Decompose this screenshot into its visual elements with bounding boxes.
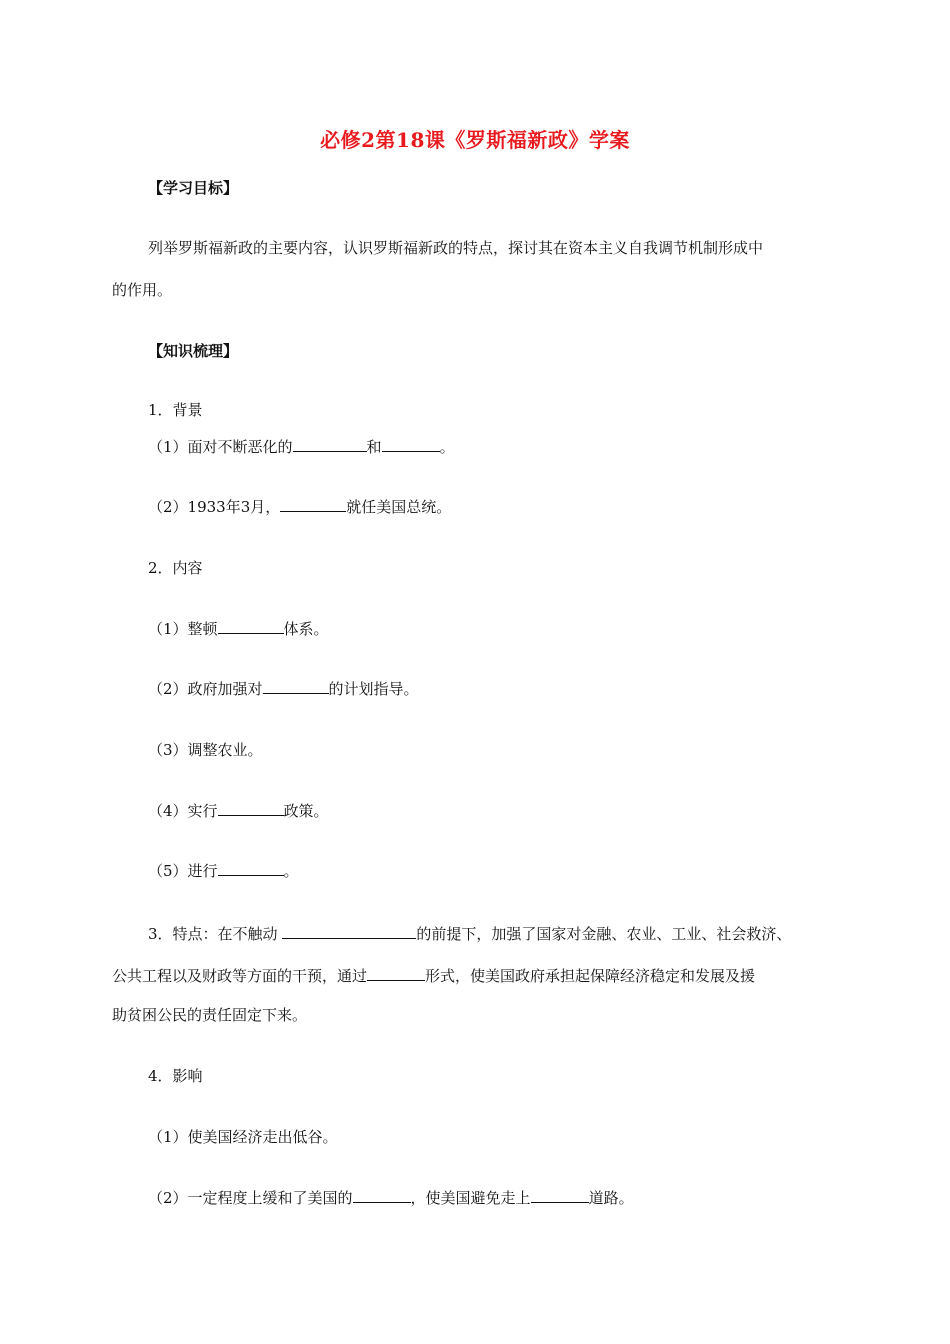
content-item-1	[148, 619, 329, 639]
impact-item-2-mid: ，使美国避免走上	[410, 1189, 531, 1207]
content-item-1-post: 体系。	[283, 620, 329, 638]
goal-heading: 【学习目标】	[148, 179, 239, 197]
content-item-4	[148, 801, 329, 821]
impact-item-1: （1）使美国经济走出低谷。	[148, 1128, 338, 1146]
background-item-2	[148, 497, 451, 517]
background-item-1	[148, 437, 455, 457]
content-item-2-pre: （2）政府加强对	[148, 680, 263, 698]
fill-blank[interactable]	[218, 619, 284, 634]
features-line-2-post: 形式，使美国政府承担起保障经济稳定和发展及援	[425, 967, 756, 985]
content-item-4-pre: （4）实行	[148, 802, 218, 820]
features-line-2-pre: 公共工程以及财政等方面的干预，通过	[112, 967, 368, 985]
fill-blank[interactable]	[282, 924, 416, 939]
content-item-2	[148, 679, 419, 699]
fill-blank[interactable]	[218, 861, 284, 876]
features-line-2	[112, 966, 755, 986]
fill-blank[interactable]	[531, 1188, 589, 1203]
content-item-4-post: 政策。	[283, 802, 329, 820]
fill-blank[interactable]	[367, 966, 425, 981]
fill-blank[interactable]	[263, 679, 329, 694]
fill-blank[interactable]	[293, 437, 367, 452]
content-item-5-post: 。	[283, 862, 299, 880]
impact-item-2-pre: （2）一定程度上缓和了美国的	[148, 1189, 353, 1207]
features-line-1	[148, 924, 791, 944]
knowledge-heading: 【知识梳理】	[148, 342, 239, 360]
document-title: 必修2第18课《罗斯福新政》学案	[320, 128, 630, 152]
content-item-3: （3）调整农业。	[148, 741, 263, 759]
content-heading: 2．内容	[148, 559, 203, 577]
fill-blank[interactable]	[218, 801, 284, 816]
content-item-2-post: 的计划指导。	[328, 680, 419, 698]
impact-item-2	[148, 1188, 634, 1208]
background-item-2-post: 就任美国总统。	[346, 498, 452, 516]
background-item-2-pre: （2）1933年3月，	[148, 498, 281, 516]
content-item-1-pre: （1）整顿	[148, 620, 218, 638]
impact-heading: 4．影响	[148, 1067, 203, 1085]
background-heading: 1．背景	[148, 401, 203, 419]
content-item-5	[148, 861, 299, 881]
fill-blank[interactable]	[382, 437, 440, 452]
fill-blank[interactable]	[353, 1188, 411, 1203]
goal-text-line1: 列举罗斯福新政的主要内容，认识罗斯福新政的特点，探讨其在资本主义自我调节机制形成中	[148, 239, 764, 257]
content-item-5-pre: （5）进行	[148, 862, 218, 880]
background-item-1-pre: （1）面对不断恶化的	[148, 438, 293, 456]
background-item-1-mid: 和	[366, 438, 382, 456]
impact-item-2-post: 道路。	[588, 1189, 634, 1207]
goal-text-line2: 的作用。	[112, 281, 173, 299]
fill-blank[interactable]	[280, 497, 346, 512]
background-item-1-post: 。	[439, 438, 455, 456]
features-line-3: 助贫困公民的责任固定下来。	[112, 1006, 308, 1024]
features-line-1-pre: 3．特点：在不触动	[148, 925, 283, 943]
features-line-1-post: 的前提下，加强了国家对金融、农业、工业、社会救济、	[416, 925, 792, 943]
